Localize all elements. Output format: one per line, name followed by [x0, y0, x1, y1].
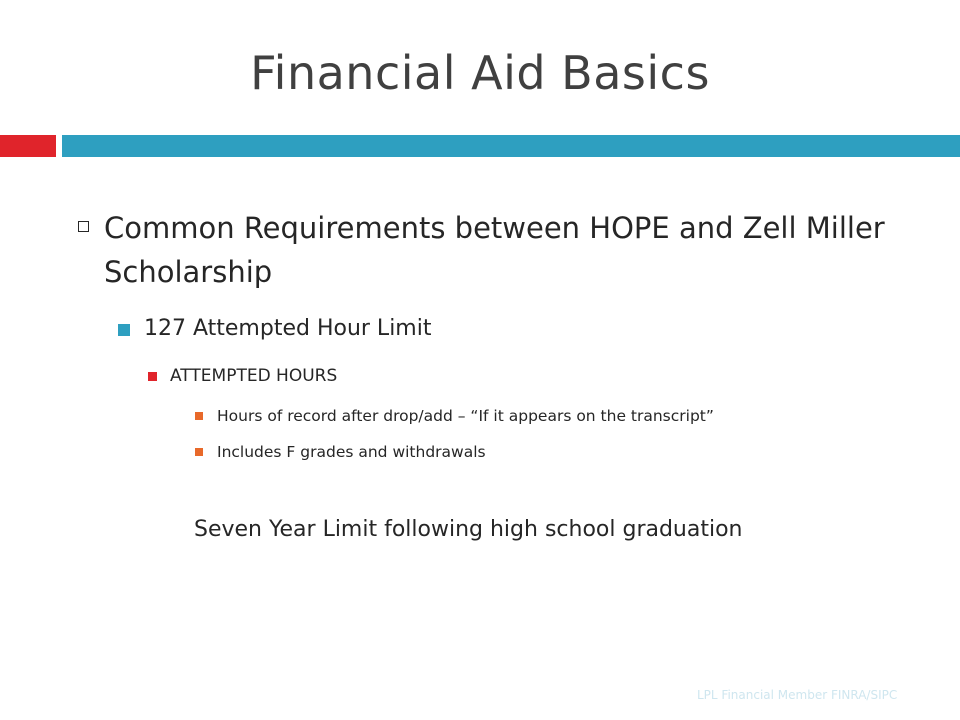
bullet-level4 — [195, 403, 714, 429]
framed-square-bullet-icon — [118, 324, 130, 336]
orange-square-bullet-icon — [195, 412, 203, 420]
detail-text: Includes F grades and withdrawals — [217, 443, 486, 461]
sub-sub-point-text: ATTEMPTED HOURS — [170, 366, 338, 386]
accent-bar-red — [0, 135, 56, 157]
bullet-level2 — [118, 312, 431, 346]
slide-title: Financial Aid Basics — [250, 46, 710, 100]
orange-square-bullet-icon — [195, 448, 203, 456]
red-square-bullet-icon — [148, 372, 157, 381]
bullet-level1 — [78, 206, 960, 294]
sub-point-text: 127 Attempted Hour Limit — [144, 316, 432, 341]
footer-disclaimer: LPL Financial Member FINRA/SIPC — [697, 688, 898, 702]
accent-bar-blue — [62, 135, 960, 157]
bullet-level3 — [148, 362, 337, 390]
bullet-level4 — [195, 439, 486, 465]
hollow-square-bullet-icon — [78, 221, 89, 232]
detail-text: Hours of record after drop/add – “If it appears on the transcript” — [217, 407, 714, 425]
extra-point-text: Seven Year Limit following high school graduation — [194, 517, 743, 542]
main-point-text: Common Requirements between HOPE and Zell Miller Scholarship — [104, 211, 885, 289]
